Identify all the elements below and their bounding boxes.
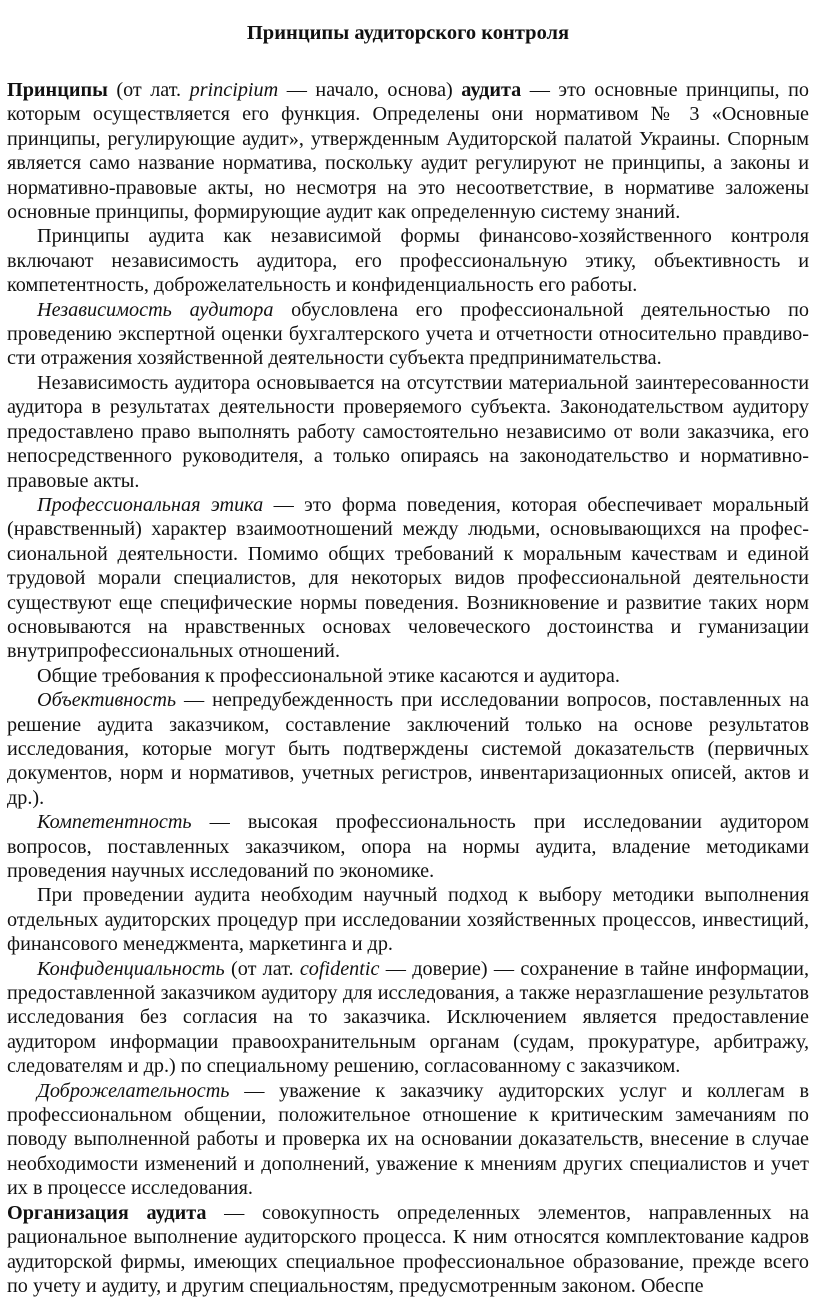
text-run: Доброжелательность — [37, 1079, 230, 1102]
text-run: — совокупность определенных элементов, направленных на рациональное выполнение аудиторского процесса. К ним относятся комплектование кадров аудиторской фирмы, имеющих специальное профессиональное образование, прежде всего по учету и аудиту, и другим специальностям, предусмотренным законом. Обеспе — [7, 1201, 809, 1297]
text-run: (от лат. — [107, 79, 190, 101]
text-run: Принципы аудита как независимой формы финансово-хозяйственного контроля включают независимость аудитора, его профессиональную этику, объективность и компетентность, доброжелательность и конфиденциальность его работы. — [7, 225, 809, 297]
text-run: — уважение к заказчику аудиторских услуг и коллегам в профессиональном общении, положительное отношение к критическим замечаниям по поводу выполненной работы и проверка их на основании доказательств, внесение в случае необходимости изменений и дополнений, уважение к мнениям других специалистов и учет их в процессе исследования. — [7, 1079, 809, 1200]
paragraph-independence — [7, 298, 809, 371]
text-run: — это основные принципы, по которым осуществляется его функция. Определены они нормативом № 3 «Основные принципы, регулирующие аудит», утвержденным Аудиторской палатой Украины. Спорным является само название норматива, поскольку аудит регулируют не принципы, а законы и нормативно-правовые акты, но несмотря на это несоответствие, в нормативе заложены основные принципы, формирующие аудит как определенную систему знаний. — [7, 79, 809, 224]
paragraph-audit-principles-list — [7, 224, 809, 297]
paragraph-audit-organization — [7, 1201, 809, 1299]
paragraph-principles — [7, 78, 809, 224]
text-run: Общие требования к профессиональной этике касаются и аудитора. — [37, 664, 620, 687]
paragraph-competence — [7, 810, 809, 883]
text-run: — начало, основа) — [278, 79, 462, 101]
text-run: Компетентность — [37, 811, 192, 834]
text-run: principium — [189, 79, 279, 101]
text-run: — доверие) — сохранение в тайне информации, предоставленной заказчиком аудитору для исследования, а также неразглашение результатов исследования без согласия на то заказчика. Исключением является предоставление аудитором информации правоохранительным органам (судам, прокуратуре, арбитражу, следователям и др.) по специальному решению, согласованному с заказчиком. — [7, 957, 809, 1078]
text-run: Объективность — [37, 689, 177, 712]
paragraph-scientific-approach — [7, 883, 809, 956]
text-run: — непредубежденность при исследовании вопросов, поставленных на решение аудита заказчиком, составление заключений только на основе результатов исследования, которые могут быть подтверждены системой доказательств (первичных документов, норм и нормативов, учетных регистров, инвентаризационных описей, актов и др.). — [7, 689, 809, 809]
text-run: Профессиональная этика — [37, 493, 264, 516]
text-run: обусловлена его профессиональной деятельностью по проведению экспертной оценки бухгалтерского учета и отчетности относительно правдивости отражения хозяйственной деятельности субъекта предпринимательства. — [7, 298, 809, 370]
text-run: При проведении аудита необходим научный подход к выбору методики выполнения отдельных аудиторских процедур при исследовании хозяйственных процессов, инвестиций, финансового менеджмента, маркетинга и др. — [7, 884, 809, 956]
paragraph-objectivity — [7, 688, 809, 810]
text-run: — это форма поведения, которая обеспечивает моральный (нравственный) характер взаимоотношений между людьми, основывающихся на профессиональной деятельности. Помимо общих требований к моральным качествам и единой трудовой морали специалистов, для некоторых видов профессиональной деятельности существуют еще специфические нормы поведения. Возникновение и развитие таких норм основываются на нравственных основах человеческого достоинства и гуманизации внутрипрофессиональных отношений. — [7, 493, 809, 663]
text-run: Независимость аудитора — [37, 298, 274, 321]
text-run: Принципы — [7, 79, 108, 101]
text-run: (от лат. — [224, 957, 300, 980]
text-run: Независимость аудитора основывается на отсутствии материальной заинтересованности аудитора в результатах деятельности проверяемого субъекта. Законодательством аудитору предоставлено право выполнять работу самостоятельно независимо от воли заказчика, его непосредственного руководителя, а только опираясь на законодательство и нормативно-правовые акты. — [7, 371, 809, 492]
text-run: — высокая профессиональность при исследовании аудитором вопросов, поставленных заказчиком, опора на нормы аудита, владение методиками проведения научных исследований по экономике. — [7, 811, 809, 882]
paragraph-independence-basis — [7, 371, 809, 493]
text-run: аудита — [461, 79, 522, 101]
paragraph-confidentiality — [7, 957, 809, 1079]
paragraph-goodwill — [7, 1079, 809, 1201]
text-run: cofidentic — [299, 957, 380, 980]
text-run: Конфиденциальность — [37, 957, 225, 980]
paragraph-professional-ethics — [7, 493, 809, 664]
document-title: Принципы аудиторского контроля — [246, 22, 570, 44]
paragraph-ethics-requirements — [7, 664, 809, 688]
text-run: Организация аудита — [7, 1201, 207, 1224]
